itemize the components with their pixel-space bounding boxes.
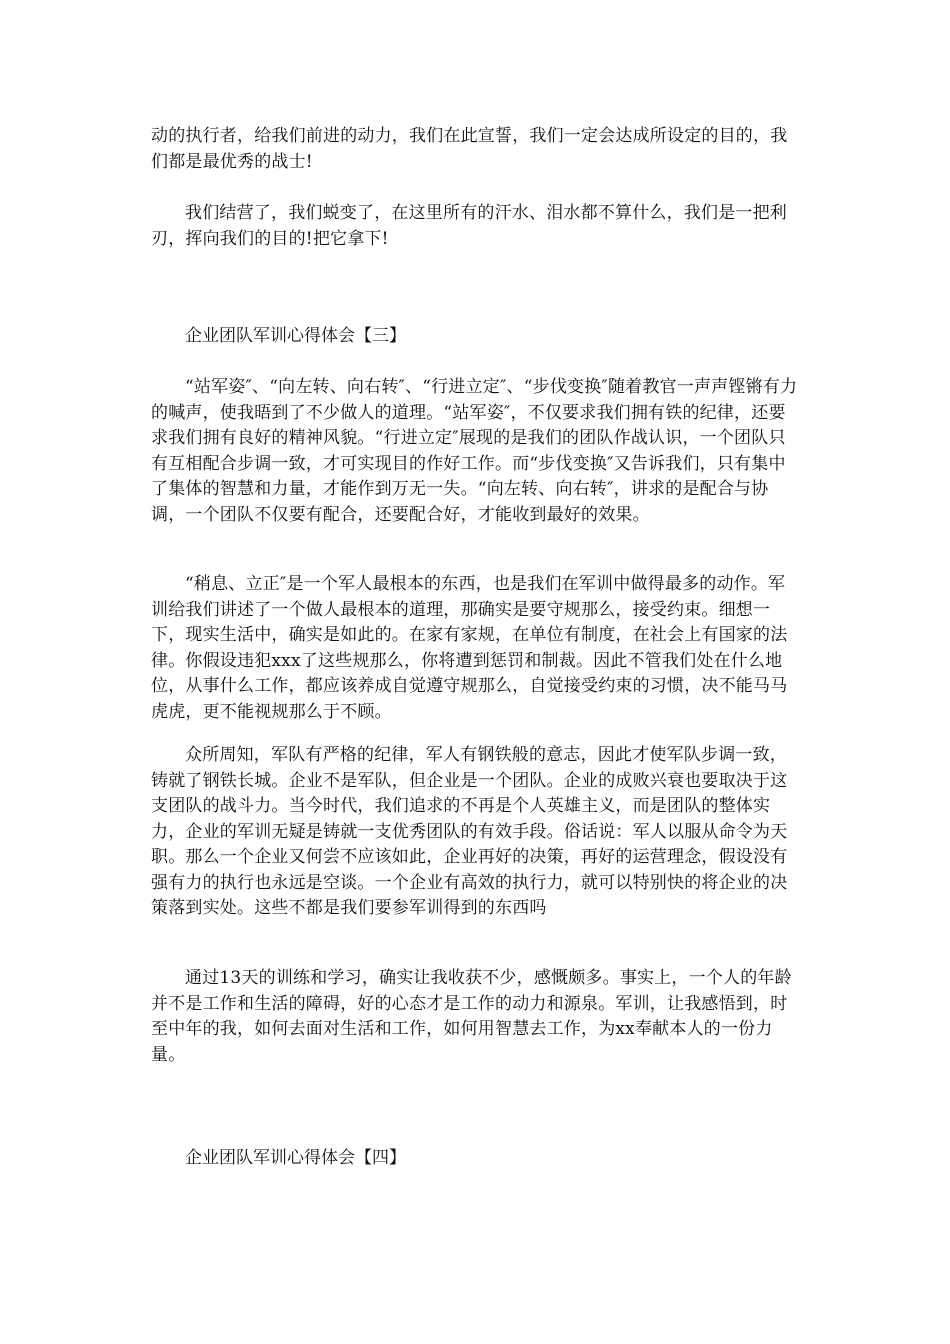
section-heading-three: 企业团队军训心得体会【三】 <box>185 326 406 346</box>
paragraph-three-2: “稍息、立正″是一个军人最根本的东西，也是我们在军训中做得最多的动作。军训给我们讲述了一个做人最根本的道理，那确实是要守规那么，接受约束。细想一下，现实生活中，确实是如此的。在家有家规，在单位有制度，在社会上有国家的法律。你假设违犯xxx了这些规那么，你将遭到惩罚和制裁。因此不管我们处在什么地位，从事什么工作，都应该养成自觉遵守规那么，自觉接受约束的习惯，决不能马马虎虎，更不能视规那么于不顾。 <box>151 574 788 722</box>
paragraph-continuation: 动的执行者，给我们前进的动力，我们在此宣誓，我们一定会达成所设定的目的，我们都是最优秀的战士! <box>151 126 788 172</box>
paragraph-three-3: 众所周知，军队有严格的纪律，军人有钢铁般的意志，因此才使军队步调一致，铸就了钢铁长城。企业不是军队，但企业是一个团队。企业的成败兴衰也要取决于这支团队的战斗力。当今时代，我们追求的不再是个人英雄主义，而是团队的整体实力，企业的军训无疑是铸就一支优秀团队的有效手段。俗话说：军人以服从命令为天职。那么一个企业又何尝不应该如此，企业再好的决策，再好的运营理念，假设没有强有力的执行也永远是空谈。一个企业有高效的执行力，就可以特别快的将企业的决策落到实处。这些不都是我们要参军训得到的东西吗 <box>151 745 788 918</box>
section-heading-four: 企业团队军训心得体会【四】 <box>185 1148 406 1168</box>
paragraph-three-4: 通过13天的训练和学习，确实让我收获不少，感慨颇多。事实上，一个人的年龄并不是工作和生活的障碍，好的心态才是工作的动力和源泉。军训，让我感悟到，时至中年的我，如何去面对生活和工作，如何用智慧去工作，为xx奉献本人的一份力量。 <box>151 968 792 1065</box>
paragraph-three-1: “站军姿″、“向左转、向右转″、“行进立定″、“步伐变换″随着教官一声声铿锵有力的喊声，使我晤到了不少做人的道理。“站军姿″，不仅要求我们拥有铁的纪律，还要求我们拥有良好的精神风貌。“行进立定″展现的是我们的团队作战认识，一个团队只有互相配合步调一致，才可实现目的作好工作。而“步伐变换″又告诉我们，只有集中了集体的智慧和力量，才能作到万无一失。“向左转、向右转″，讲求的是配合与协调，一个团队不仅要有配合，还要配合好，才能收到最好的效果。 <box>151 377 798 525</box>
paragraph-closing: 我们结营了，我们蜕变了，在这里所有的汗水、泪水都不算什么，我们是一把利刃，挥向我们的目的!把它拿下! <box>151 203 787 249</box>
